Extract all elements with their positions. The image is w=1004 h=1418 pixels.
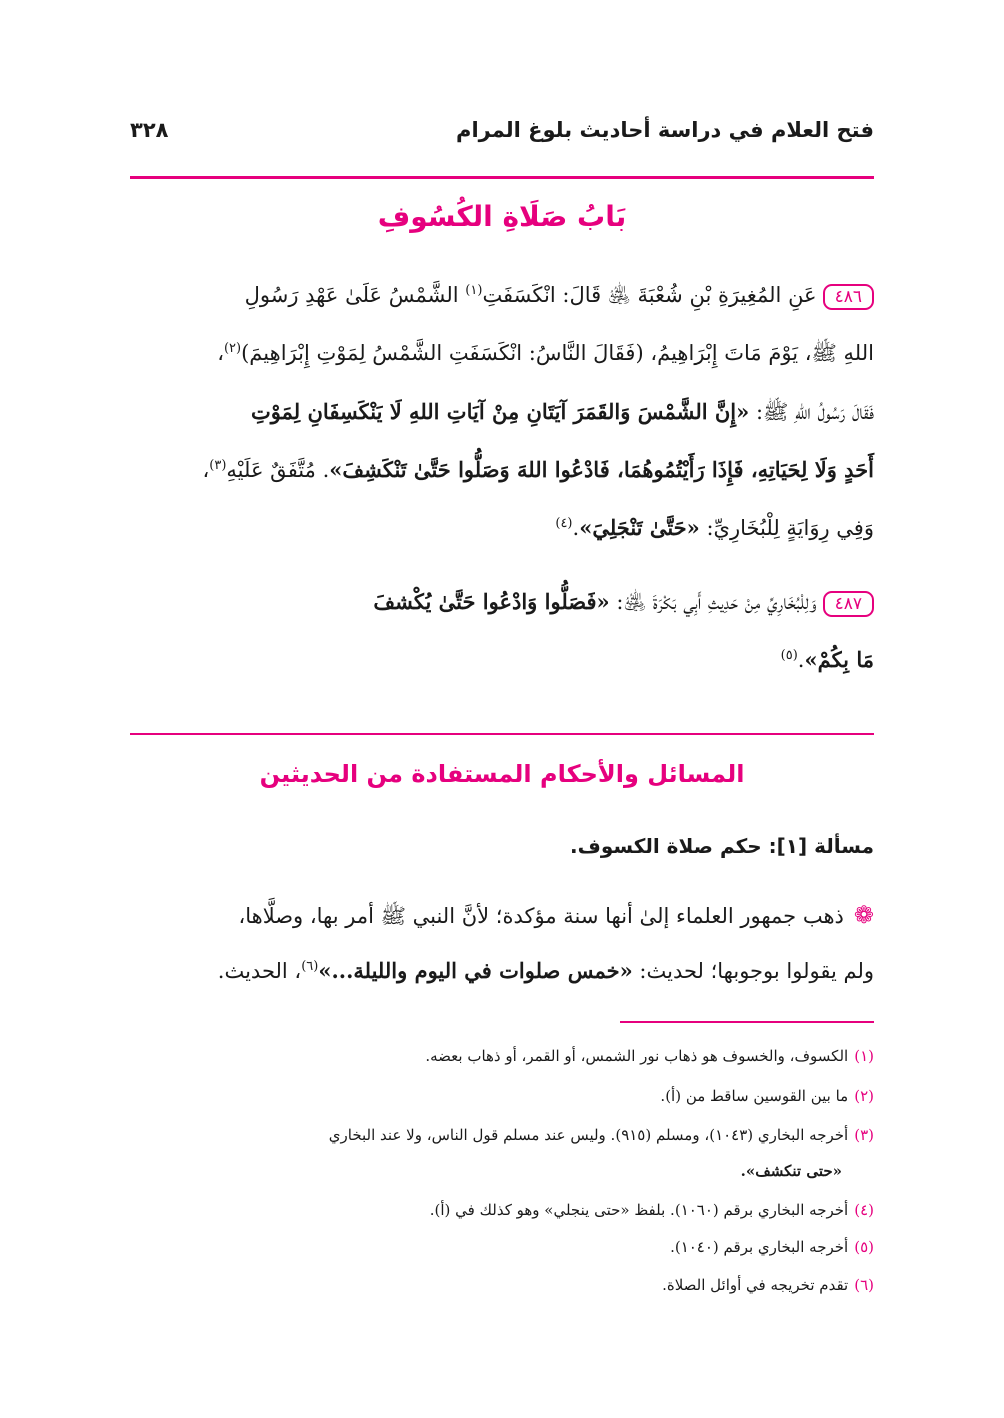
hadith-number-badge: ٤٨٦: [823, 284, 874, 310]
hadith-486-line-5: وَفِي رِوَايَةٍ لِلْبُخَارِيِّ: «حَتَّىٰ تَنْجَلِيَ».$^{(٤)}$: [555, 515, 874, 540]
chapter-title: بَابُ صَلَاةِ الكُسُوفِ: [377, 200, 627, 233]
question-1: [130, 833, 874, 860]
footnote-ref[interactable]: (١): [465, 283, 483, 298]
footnote-1: (١)الكسوف، والخسوف هو ذهاب نور الشمس، أو القمر، أو ذهاب بعضه.: [425, 1047, 874, 1065]
question-title: حكم صلاة الكسوف.: [569, 834, 769, 858]
footnote-ref[interactable]: (٤): [555, 516, 573, 531]
footnote-ref[interactable]: (٥): [780, 648, 798, 663]
footnote-3: (٣)أخرجه البخاري (١٠٤٣)، ومسلم (٩١٥). وليس عند مسلم قول الناس، ولا عند البخاري: [328, 1126, 874, 1144]
footnote-ref[interactable]: (٢): [223, 341, 242, 356]
hadith-number-badge: ٤٨٧: [823, 591, 874, 617]
footnote-3-continued: «حتى تنكشف».: [740, 1162, 842, 1180]
prophetic-text: «فَصَلُّوا وَادْعُوا حَتَّىٰ يُكْشفَ: [373, 589, 610, 614]
running-header: [130, 118, 874, 158]
body-line-2: ولم يقولوا بوجوبها؛ لحديث: «خمس صلوات في اليوم والليلة...»$^{(٦)}$، الحديث.: [217, 958, 874, 983]
footnote-ref[interactable]: (٣): [209, 458, 227, 473]
footnote-6: (٦)تقدم تخريجه في أوائل الصلاة.: [662, 1276, 874, 1294]
page-number: ٣٢٨: [130, 118, 169, 142]
question-label: مسألة [١]:: [768, 834, 874, 858]
prophetic-text: أَحَدٍ وَلَا لِحَيَاتِهِ، فَإِذَا رَأَيْتُمُوهُمَا، فَادْعُوا اللهَ وَصَلُّوا حَتَّىٰ تَنْكَشِفَ»: [329, 457, 874, 482]
footnote-5: (٥)أخرجه البخاري برقم (١٠٤٠).: [670, 1238, 874, 1256]
quoted-hadith: «خمس صلوات في اليوم والليلة...»: [318, 958, 633, 983]
footnote-rule: [620, 1021, 874, 1023]
footnote-ref[interactable]: (٦): [301, 959, 319, 974]
prophetic-text: مَا بِكُمْ»: [804, 647, 874, 672]
prophetic-text: «حَتَّىٰ تَنْجَلِيَ»: [579, 515, 700, 540]
body-line-1: ❁ذهب جمهور العلماء إلىٰ أنها سنة مؤكدة؛ لأنَّ النبي ﷺ أمر بها، وصلَّاها،: [238, 901, 874, 929]
section-rule: [130, 733, 874, 735]
hadith-486-line-2: اللهِ ﷺ، يَوْمَ مَاتَ إِبْرَاهِيمُ، (فَقَالَ النَّاسُ: انْكَسَفَتِ الشَّمْسُ لِمَوْتِ إِبْرَاهِيمَ)$^{(٢)}$،: [217, 341, 874, 365]
hadith-487-line-2: مَا بِكُمْ».$^{(٥)}$: [780, 647, 874, 672]
hadith-487-line-1: ٤٨٧وَلِلْبُخَارِيِّ مِنْ حَدِيثِ أَبِي بَكْرَةَ ﵁: «فَصَلُّوا وَادْعُوا حَتَّىٰ يُكْشفَ: [130, 588, 874, 617]
flower-bullet-icon: ❁: [853, 901, 874, 929]
footnote-2: (٢)ما بين القوسين ساقط من (أ).: [660, 1087, 874, 1105]
hadith-486-line-3: فَقَالَ رَسُولُ اللهِ ﷺ: «إِنَّ الشَّمْسَ وَالقَمَرَ آيَتَانِ مِنْ آيَاتِ اللهِ لَا يَنْكَسِفَانِ لِمَوْتِ: [251, 399, 874, 424]
book-title: فتح العلام في دراسة أحاديث بلوغ المرام: [456, 118, 874, 142]
prophetic-text: «إِنَّ الشَّمْسَ وَالقَمَرَ آيَتَانِ مِنْ آيَاتِ اللهِ لَا يَنْكَسِفَانِ لِمَوْتِ: [251, 399, 750, 424]
hadith-486-line-4: أَحَدٍ وَلَا لِحَيَاتِهِ، فَإِذَا رَأَيْتُمُوهُمَا، فَادْعُوا اللهَ وَصَلُّوا حَتَّىٰ تَنْكَشِفَ». مُتَّفَقٌ عَلَيْهِ$^{(٣)}$،: [202, 457, 874, 482]
footnote-4: (٤)أخرجه البخاري برقم (١٠٦٠). بلفظ «حتى ينجلي» وهو كذلك في (أ).: [429, 1201, 874, 1219]
section-title: المسائل والأحكام المستفادة من الحديثين: [259, 760, 745, 788]
hadith-486-line-1: ٤٨٦عَنِ المُغِيرَةِ بْنِ شُعْبَةَ ﵁ قَالَ: انْكَسَفَتِ$^{(١)}$ الشَّمْسُ عَلَىٰ عَهْدِ رَسُولِ: [130, 282, 874, 310]
header-rule: [130, 176, 874, 179]
